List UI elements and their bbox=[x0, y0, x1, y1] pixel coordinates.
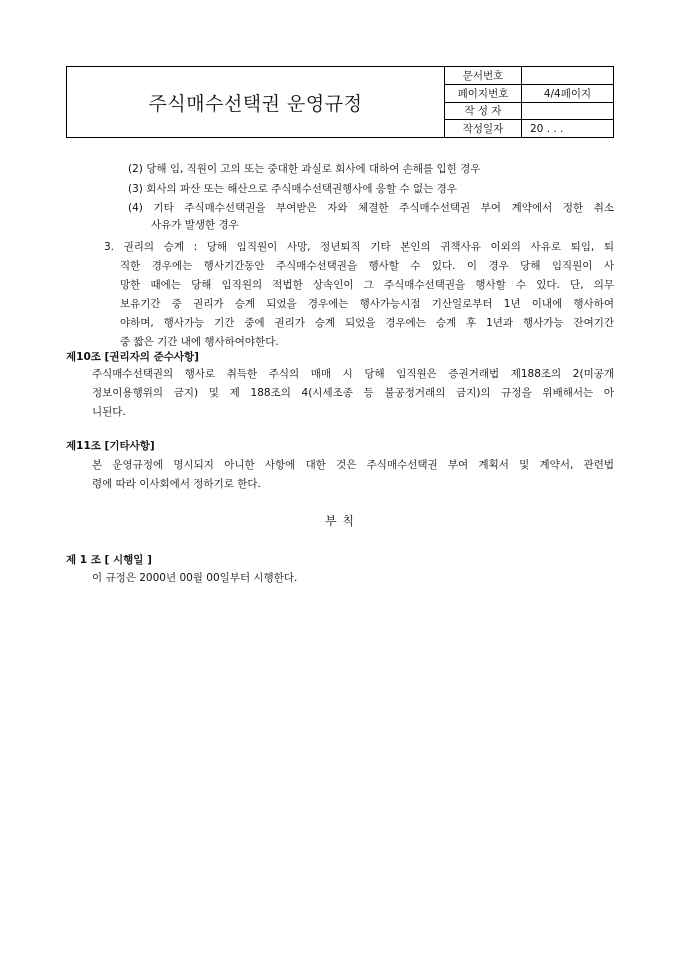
meta-row-date bbox=[445, 120, 613, 137]
section-3-line-4: 보유기간 중 권리가 승계 되었을 경우에는 행사가능시점 기산일로부터 1년 이내에 행사하여 bbox=[120, 298, 614, 310]
section-3-line-3: 망한 때에는 당해 임직원의 적법한 상속인이 그 주식매수선택권을 행사할 수 있다. 단, 의무 bbox=[120, 279, 614, 291]
document-meta bbox=[445, 67, 613, 137]
meta-label: 작성일자 bbox=[445, 120, 522, 137]
addendum-article-1-heading: 제 1 조 [ 시행일 ] bbox=[66, 554, 152, 566]
article-10-heading: 제10조 [권리자의 준수사항] bbox=[66, 351, 199, 363]
document-title: 주식매수선택권 운영규정 bbox=[67, 67, 445, 137]
article-11-heading: 제11조 [기타사항] bbox=[66, 440, 155, 452]
addendum-article-1-text: 이 규정은 2000년 00월 00일부터 시행한다. bbox=[92, 572, 298, 584]
article-11-line-1: 본 운영규정에 명시되지 아니한 사항에 대한 것은 주식매수선택권 부여 계획서 및 계약서, 관련법 bbox=[92, 459, 614, 471]
item-2: (2) 당해 임, 직원이 고의 또는 중대한 과실로 회사에 대하여 손해를 입힌 경우 bbox=[128, 163, 481, 175]
article-10-line-1: 주식매수선택권의 행사로 취득한 주식의 매매 시 당해 임직원은 증권거래법 제188조의 2(미공개 bbox=[92, 368, 614, 380]
meta-row-author bbox=[445, 103, 613, 121]
meta-row-doc-number bbox=[445, 67, 613, 85]
meta-value bbox=[522, 103, 613, 120]
item-4-line-1: (4) 기타 주식매수선택권을 부여받은 자와 체결한 주식매수선택권 부여 계약에서 정한 취소 bbox=[128, 202, 614, 214]
item-4-line-2: 사유가 발생한 경우 bbox=[151, 219, 239, 231]
section-3-line-6: 중 짧은 기간 내에 행사하여야한다. bbox=[120, 336, 279, 348]
meta-row-page-number bbox=[445, 85, 613, 103]
addendum-title: 부 칙 bbox=[325, 514, 355, 528]
meta-value: 4/4페이지 bbox=[543, 87, 592, 100]
article-10-line-3: 니된다. bbox=[92, 406, 126, 418]
meta-label: 작 성 자 bbox=[445, 103, 522, 120]
section-3-line-1: 3. 권리의 승계 : 당해 임직원이 사망, 정년퇴직 기타 본인의 귀책사유 이외의 사유로 퇴임, 퇴 bbox=[104, 241, 614, 253]
item-3: (3) 회사의 파산 또는 해산으로 주식매수선택권행사에 응할 수 없는 경우 bbox=[128, 183, 457, 195]
meta-label: 문서번호 bbox=[445, 67, 522, 84]
section-3-line-5: 야하며, 행사가능 기간 중에 권리가 승계 되었을 경우에는 승계 후 1년과 행사가능 잔여기간 bbox=[120, 317, 614, 329]
document-header-table bbox=[66, 66, 614, 138]
article-10-line-2: 정보이용행위의 금지) 및 제 188조의 4(시세조종 등 불공정거래의 금지)의 규정을 위배해서는 아 bbox=[92, 387, 614, 399]
meta-value: 20 . . . bbox=[530, 122, 564, 135]
meta-value bbox=[522, 67, 613, 84]
meta-label: 페이지번호 bbox=[445, 85, 522, 102]
article-11-line-2: 령에 따라 이사회에서 정하기로 한다. bbox=[92, 478, 261, 490]
section-3-line-2: 직한 경우에는 행사기간동안 주식매수선택권을 행사할 수 있다. 이 경우 당해 임직원이 사 bbox=[120, 260, 614, 272]
